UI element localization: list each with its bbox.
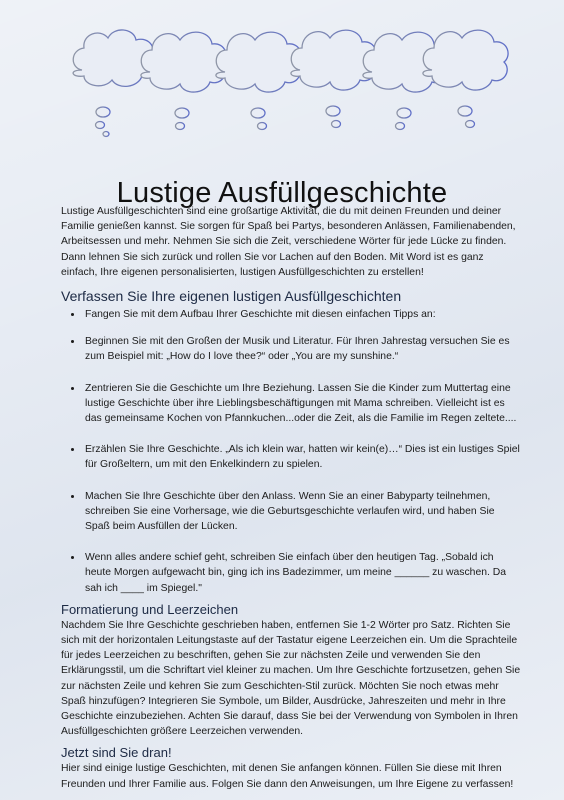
your-turn-paragraph: Hier sind einige lustige Geschichten, mit denen Sie anfangen können. Füllen Sie diese mit Ihren Freunden und Ihrer Familie aus. Folgen Sie dann den Anweisungen, um Ihre Eigene zu verfassen!: [61, 763, 514, 790]
list-item: • Zentrieren Sie die Geschichte um Ihre Beziehung. Lassen Sie die Kinder zum Muttertag eine lustige Geschichte über ihre Lieblingsbeschäftigungen mit Mama schreiben. Vielleicht ist es das gemeinsame Kochen von Pfannkuchen...oder die Zeit, als die Familie im Regen zeltete....: [83, 381, 521, 427]
thought-clouds-decoration: [0, 0, 564, 150]
list-item: • Wenn alles andere schief geht, schreiben Sie einfach über den heutigen Tag. „Sobald ich heute Morgen aufgewacht bin, ging ich ins Badezimmer, um meine ______ zu waschen. Da sah ich ____ im Spiegel.": [83, 550, 521, 596]
list-item: • Fangen Sie mit dem Aufbau Ihrer Geschichte mit diesen einfachen Tipps an:: [83, 307, 521, 322]
document-body: [61, 204, 521, 792]
section-heading-formatting: Formatierung und Leerzeichen: [61, 601, 239, 617]
list-item: • Machen Sie Ihre Geschichte über den Anlass. Wenn Sie an einer Babyparty teilnehmen, schreiben Sie eine Vorhersage, wie die Geburtsgeschichte verlaufen wird, und haben Sie Spaß beim Ausfüllen der Lücken.: [83, 489, 521, 535]
list-item: • Erzählen Sie Ihre Geschichte. „Als ich klein war, hatten wir kein(e)…“ Dies ist ein lustiges Spiel für Großeltern, um mit den Enkelkindern zu spielen.: [83, 442, 521, 472]
formatting-paragraph: Nachdem Sie Ihre Geschichte geschrieben haben, entfernen Sie 1-2 Wörter pro Satz. Richten Sie sich mit der horizontalen Leitungstaste auf der Tastatur eigene Leerzeichen ein. Um die Sprachteile für jedes Leerzeichen zu beschriften, gehen Sie zur nächsten Zeile und verwenden Sie den Erklärungsstil, um die Schriftart viel kleiner zu machen. Um Ihre Geschichte fortzusetzen, gehen Sie zur nächsten Zeile und kehren Sie zum Geschichten-Stil zurück. Möchten Sie noch etwas mehr Spaß hinzufügen? Integrieren Sie Symbole, um Bilder, Ausdrücke, Jahreszeiten und mehr in Ihre Geschichte einzubeziehen. Achten Sie darauf, dass Sie bei der Verwendung von Symbolen in Ihren Ausfüllgeschichten größere Leerzeichen verwenden.: [61, 619, 521, 738]
thought-cloud-icon: [216, 32, 301, 92]
tips-list: [61, 307, 521, 596]
thought-cloud-icon: [141, 32, 226, 92]
page-title: Lustige Ausfüllgeschichte: [116, 177, 448, 210]
section-heading-your-turn: Jetzt sind Sie dran!: [61, 745, 172, 761]
thought-cloud-icon: [423, 30, 508, 90]
section-heading-write-stories: Verfassen Sie Ihre eigenen lustigen Ausfüllgeschichten: [61, 288, 402, 305]
intro-paragraph: Lustige Ausfüllgeschichten sind eine großartige Aktivität, die du mit deinen Freunden und deiner Familie genießen kannst. Sie sorgen für Spaß bei Partys, besonderen Anlässen, Familienabenden, Arbeitsessen und mehr. Nehmen Sie sich die Zeit, verschiedene Wörter für jede Lücke zu finden. Dann lehnen Sie sich zurück und rollen Sie vor Lachen auf den Boden. Mit Word ist es ganz einfach, Ihre eigenen personalisierten, lustigen Ausfüllgeschichten zu erstellen!: [61, 206, 516, 278]
list-item: • Beginnen Sie mit den Großen der Musik und Literatur. Für Ihren Jahrestag versuchen Sie es zum Beispiel mit: „How do I love thee?“ oder „You are my sunshine.“: [83, 334, 521, 364]
